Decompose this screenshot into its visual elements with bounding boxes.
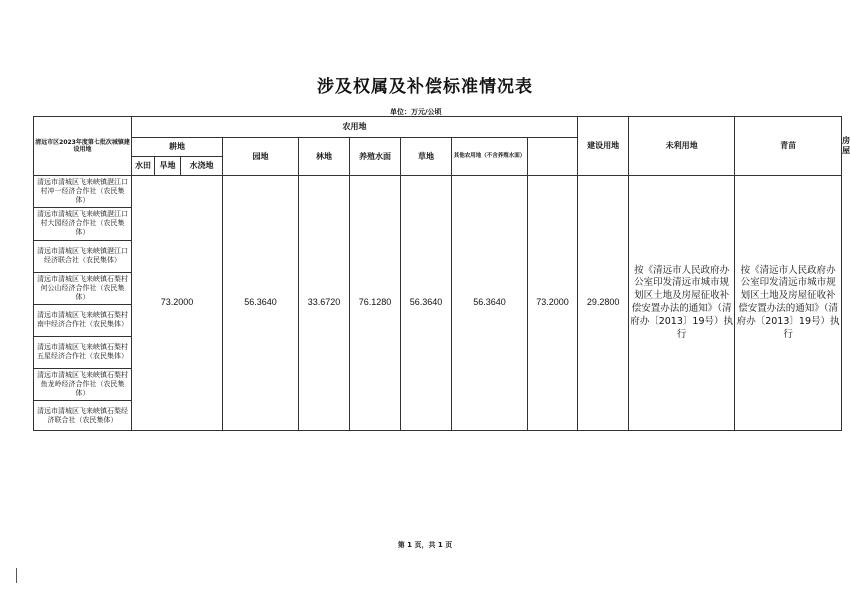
- owner-cell: 清远市清城区飞来峡镇石梨村五星经济合作社（农民集体）: [34, 336, 132, 368]
- header-garden: 园地: [223, 138, 299, 176]
- owner-cell: 清远市清城区飞来峡镇潖江口村冲一经济合作社（农民集体）: [34, 176, 132, 208]
- value-forest: 33.6720: [299, 176, 350, 431]
- value-garden: 56.3640: [223, 176, 299, 431]
- owner-cell: 清远市清城区飞来峡镇石梨村何公山经济合作社（农民集体）: [34, 272, 132, 304]
- value-cultivated: 73.2000: [132, 176, 223, 431]
- header-crops: 青苗: [735, 117, 842, 176]
- header-construction: 建设用地: [578, 117, 629, 176]
- value-aquaculture: 76.1280: [350, 176, 401, 431]
- owner-cell: 清远市清城区飞来峡镇石梨村南中经济合作社（农民集体）: [34, 304, 132, 336]
- header-other-agri: 其他农用地（不含养殖水面）: [452, 138, 528, 176]
- owner-cell: 清远市清城区飞来峡镇潖江口经济联合社（农民集体）: [34, 240, 132, 272]
- value-grass: 56.3640: [401, 176, 452, 431]
- header-irrigated: 水浇地: [181, 157, 223, 176]
- header-agri-land: 农用地: [132, 117, 578, 138]
- owner-cell: 清远市清城区飞来峡镇石梨村鱼龙岭经济合作社（农民集体）: [34, 368, 132, 400]
- header-owner: 清远市区2023年度第七批次城镇建设用地: [34, 117, 132, 176]
- value-other-agri: 56.3640: [452, 176, 528, 431]
- page-footer: 第 1 页，共 1 页: [397, 541, 453, 549]
- header-aquaculture: 养殖水面: [350, 138, 401, 176]
- owner-cell: 清远市清城区飞来峡镇潖江口村大园经济合作社（农民集体）: [34, 208, 132, 240]
- header-paddy: 水田: [132, 157, 155, 176]
- header-dry: 旱地: [155, 157, 181, 176]
- value-houses-policy: 按《清远市人民政府办公室印发清远市城市规划区土地及房屋征收补偿安置办法的通知》（清府办〔2013〕19号）执行: [735, 176, 842, 431]
- unit-label: 单位：万元/公顷: [390, 108, 442, 116]
- document-title: 涉及权属及补偿标准情况表: [317, 77, 533, 97]
- header-grass: 草地: [401, 138, 452, 176]
- value-unused: 29.2800: [578, 176, 629, 431]
- header-cultivated: 耕地: [132, 138, 223, 157]
- value-construction: 73.2000: [528, 176, 578, 431]
- header-forest: 林地: [299, 138, 350, 176]
- owner-cell: 清远市清城区飞来峡镇石梨经济联合社（农民集体）: [34, 401, 132, 431]
- header-unused: 未利用地: [629, 117, 735, 176]
- scan-margin-mark: [16, 568, 17, 583]
- value-crops-policy: 按《清远市人民政府办公室印发清远市城市规划区土地及房屋征收补偿安置办法的通知》（清府办〔2013〕19号）执行: [629, 176, 735, 431]
- compensation-table: 清远市区2023年度第七批次城镇建设用地 农用地 建设用地 未利用地 青苗 房屋 耕地 园地 林地 养殖水面 草地 其他农用地（不含养殖水面） 水田 旱地 水浇地 清远市清城区飞来峡镇潖江口村冲一经济合作社（农民集体） 73.2000 56.3640 33.6720 76.1280 56.3640 56.3640 73.2000 29.2800 按《清远市人民政府办公室印发清远市城市规划区土地及房屋征收补偿安置办法的通知》（清府办〔2013〕19号）执行 按《清远市人民政府办公室印发清远市城市规划区土地及房屋征收补偿安置办法的通知》（清府办〔2013〕19号）执行 清远市清城区飞来峡镇潖江口村大园经济合作社（农民集体） 清远市清城区飞来峡镇潖江口经济联合社（农民集体） 清远市清城区飞来峡镇石梨村何公山经济合作社（农民集体） 清远市清城区飞来峡镇石梨村南中经济合作社（农民集体） 清远市清城区飞来峡镇石梨村五星经济合作社（农民集体） 清远市清城区飞来峡镇石梨村鱼龙岭经济合作社（农民集体） 清远市清城区飞来峡镇石梨经济联合社（农民集体）: [33, 116, 842, 431]
